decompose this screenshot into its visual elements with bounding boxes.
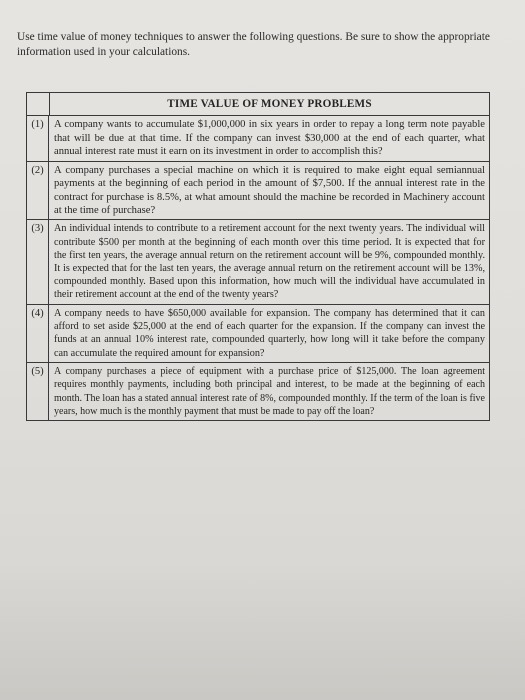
problem-text: A company purchases a piece of equipment with a purchase price of $125,000. The loan agreement requires monthly payments, including both principal and interest, to be made at the beginning of each month. The loan has a stated annual interest rate of 8%, compounded monthly. If the term of the loan is five years, how much is the monthly payment that must be made to pay off the loan? (54, 366, 485, 417)
problem-row-5 (27, 363, 489, 420)
problem-text: A company needs to have $650,000 available for expansion. The company has determined that it can afford to set aside $25,000 at the end of each quarter for the expansion. If the company can invest the funds at an annual 10% interest rate, compounded quarterly, how long will it take before the company can accumulate the required amount for expansion? (54, 307, 485, 359)
table-title: TIME VALUE OF MONEY PROBLEMS (167, 98, 372, 110)
header-number-cell (27, 93, 50, 115)
instructions-text: Use time value of money techniques to answer the following questions. Be sure to show the appropriate information used in your calculations. (17, 31, 490, 58)
problem-text: An individual intends to contribute to a retirement account for the next twenty years. The individual will contribute $500 per month at the beginning of each month over this time period. It is expected that for the first ten years, the average annual return on the retirement account will be 9%, compounded monthly. It is expected that for the last ten years, the average annual return on the retirement account will be 13%, compounded monthly. Based upon this information, how much will the individual have accumulated in their retirement account at the end of the twenty years? (54, 223, 485, 301)
problem-text: A company wants to accumulate $1,000,000 in six years in order to repay a long term note payable that will be due at that time. If the company can invest $30,000 at the end of each quarter, what annual interest rate must it earn on its investment in order to accomplish this? (54, 119, 485, 158)
problem-text: A company purchases a special machine on which it is required to make eight equal semiannual payments at the beginning of each period in the amount of $7,500. If the annual interest rate in the contract for purchase is 8.5%, at what amount should the machine be recorded in Machinery account at the time of purchase? (54, 164, 485, 216)
problem-number: (5) (27, 363, 49, 420)
problem-number: (4) (27, 305, 49, 363)
problem-row-3 (27, 220, 489, 304)
problem-number: (1) (27, 116, 49, 161)
problem-row-4 (27, 305, 489, 364)
problem-row-1 (27, 116, 489, 162)
page-shadow (0, 560, 525, 700)
table-header (27, 93, 489, 116)
problem-number: (3) (27, 220, 49, 303)
problems-table (26, 92, 490, 421)
problem-row-2 (27, 162, 489, 221)
problem-number: (2) (27, 162, 49, 220)
